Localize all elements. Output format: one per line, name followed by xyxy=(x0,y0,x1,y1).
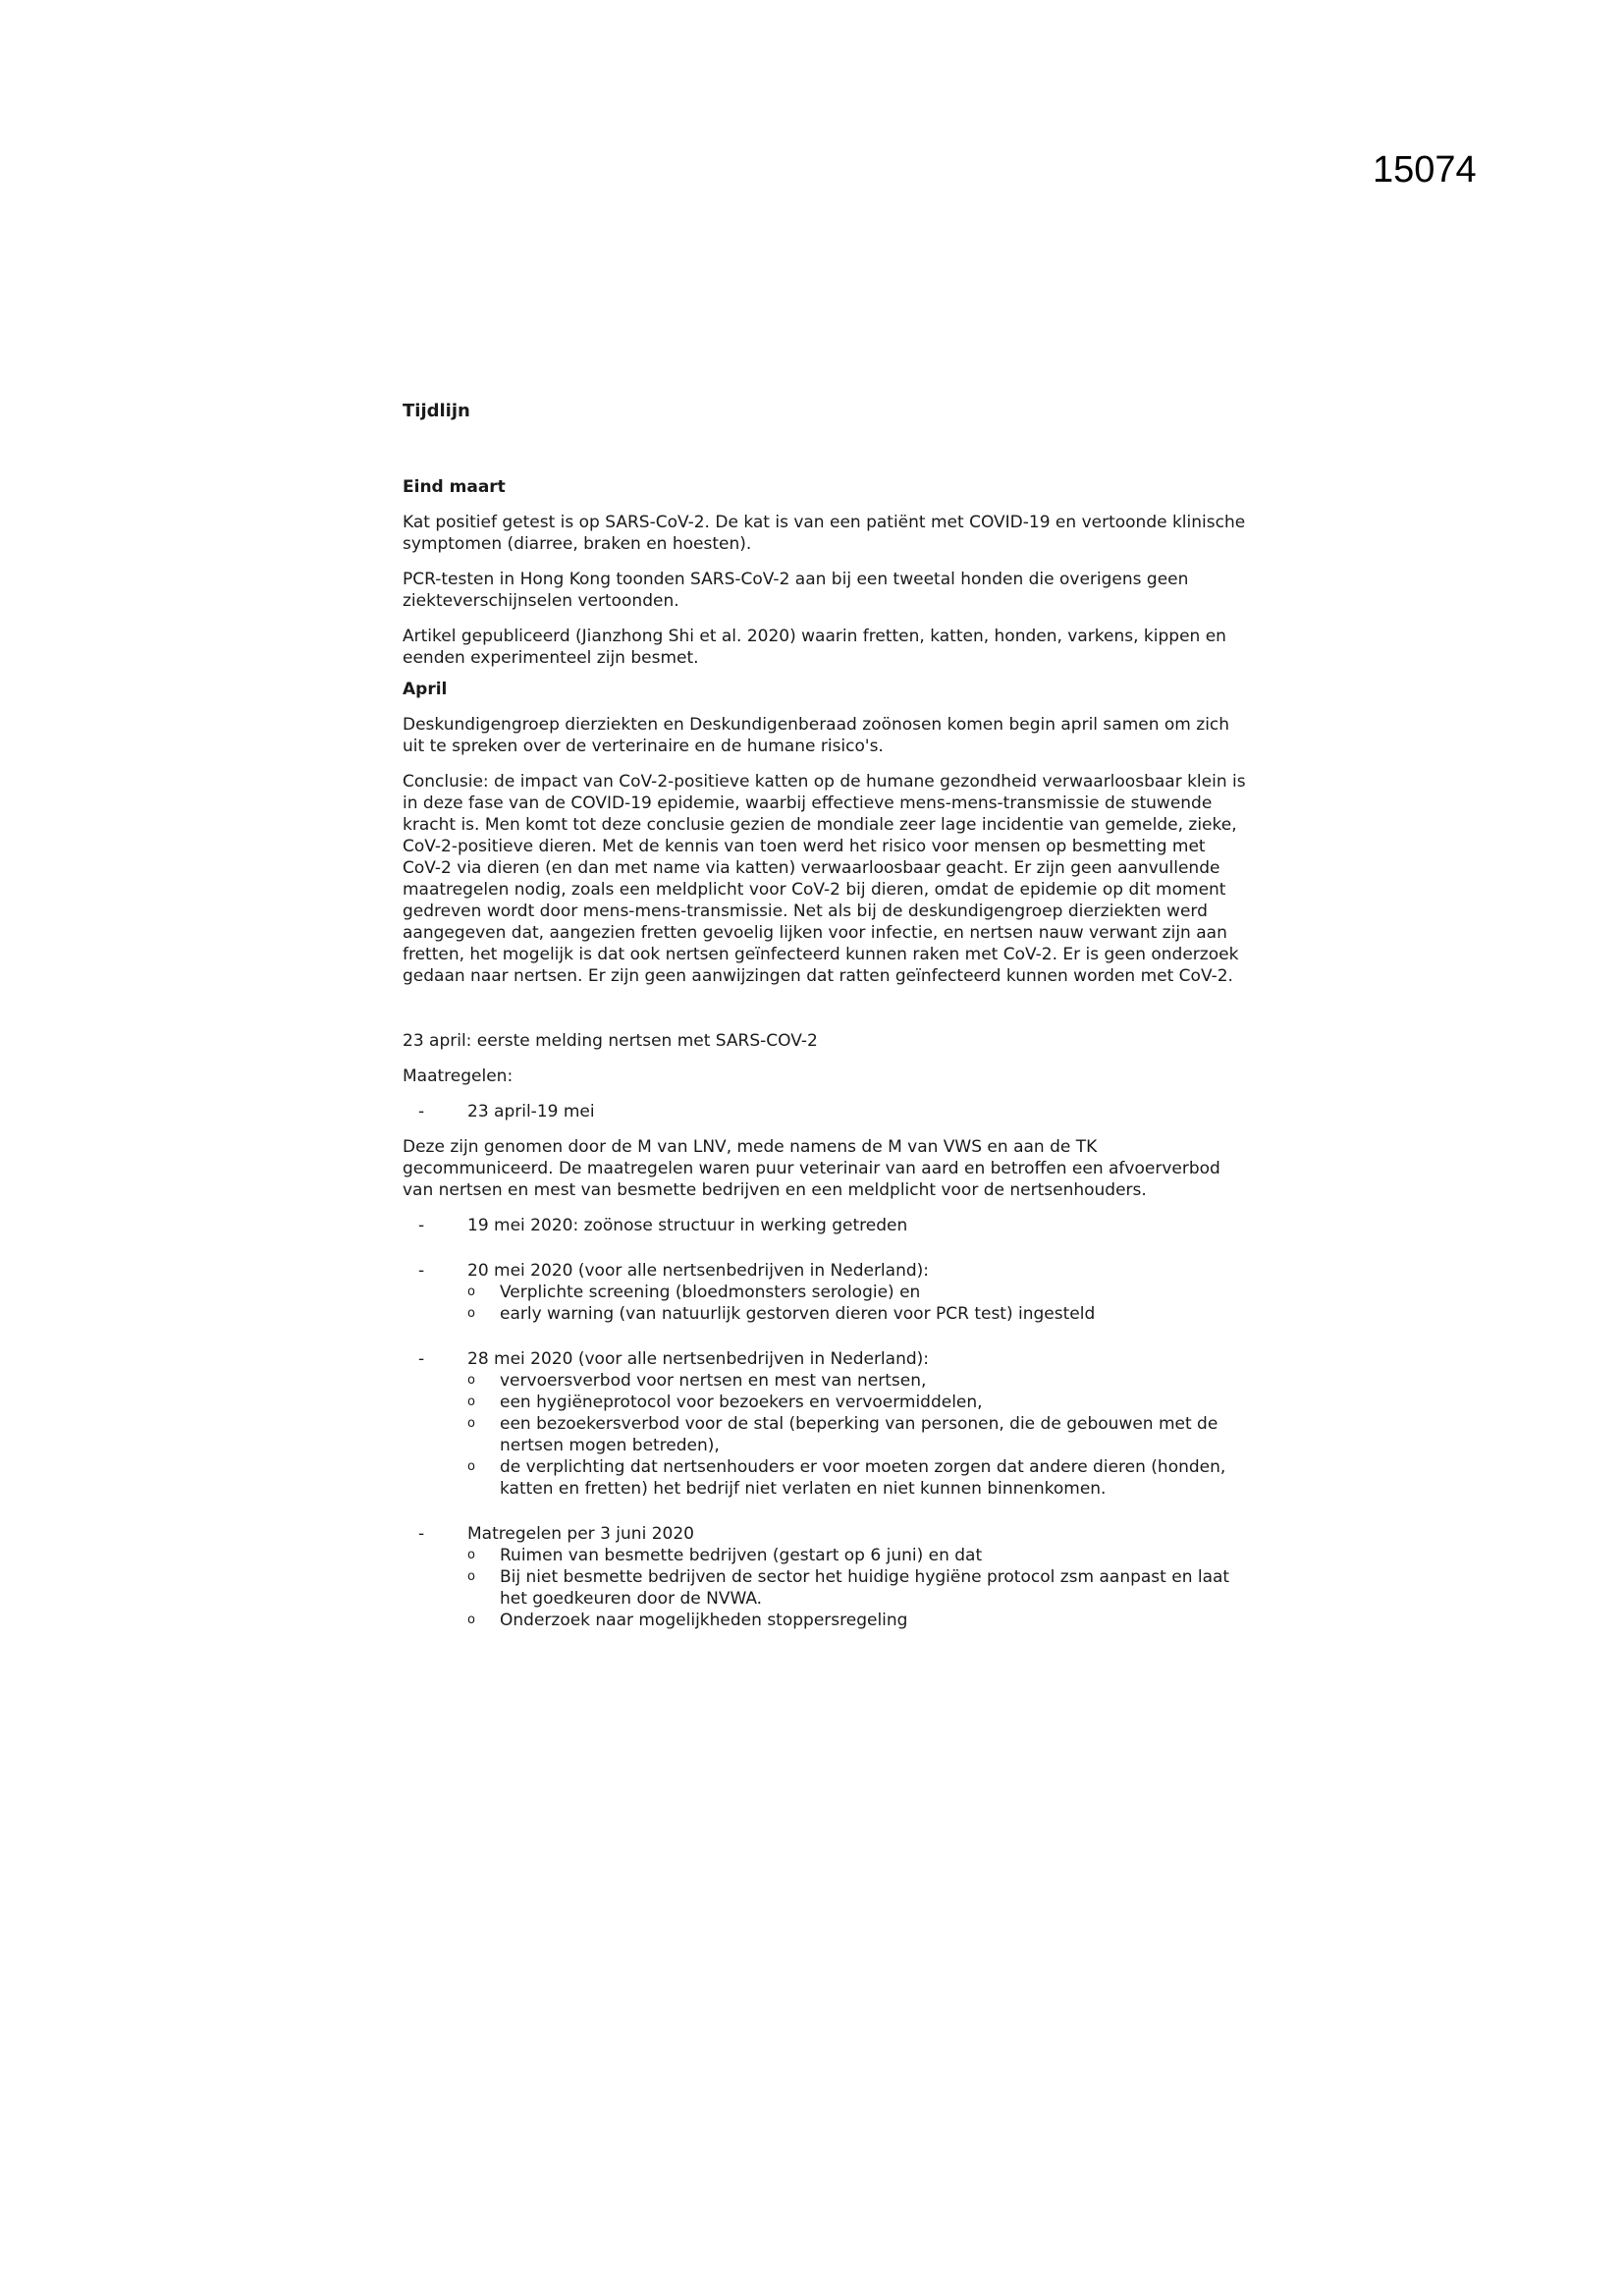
sub-list-item xyxy=(467,1413,1247,1456)
list-item-text: Matregelen per 3 juni 2020 xyxy=(467,1524,694,1544)
sub-list-item-text: vervoersverbod voor nertsen en mest van nertsen, xyxy=(500,1371,927,1391)
section-heading-april: April xyxy=(403,680,448,699)
circle-bullet-icon: o xyxy=(467,1285,475,1299)
sub-list-item xyxy=(467,1282,1247,1303)
paragraph: Kat positief getest is op SARS-CoV-2. De kat is van een patiënt met COVID-19 en vertoonde klinische symptomen (diarree, braken en hoesten). xyxy=(403,513,1246,554)
list-item xyxy=(403,1101,1247,1122)
circle-bullet-icon: o xyxy=(467,1613,475,1627)
sub-list-item xyxy=(467,1456,1247,1500)
document-title: Tijdlijn xyxy=(403,401,470,421)
dash-bullet-icon: - xyxy=(418,1216,425,1235)
dash-bullet-icon: - xyxy=(418,1102,425,1121)
list-item-text: 28 mei 2020 (voor alle nertsenbedrijven in Nederland): xyxy=(467,1349,929,1369)
circle-bullet-icon: o xyxy=(467,1569,475,1584)
sub-list-item xyxy=(467,1610,1247,1631)
maatregelen-label: Maatregelen: xyxy=(403,1066,514,1086)
list-item xyxy=(403,1215,1247,1236)
sub-list-item-text: een hygiëneprotocol voor bezoekers en vervoermiddelen, xyxy=(500,1393,983,1412)
document-body xyxy=(403,401,1247,1645)
circle-bullet-icon: o xyxy=(467,1459,475,1474)
sub-list-item-text: Ruimen van besmette bedrijven (gestart op 6 juni) en dat xyxy=(500,1546,983,1565)
sub-list-item xyxy=(467,1392,1247,1413)
list-item xyxy=(403,1523,1247,1631)
section-heading-eind-maart: Eind maart xyxy=(403,477,506,497)
sub-list-item-text: de verplichting dat nertsenhouders er voor moeten zorgen dat andere dieren (honden, katten en fretten) het bedrijf niet verlaten en niet kunnen binnenkomen. xyxy=(500,1457,1226,1499)
circle-bullet-icon: o xyxy=(467,1373,475,1388)
paragraph: Artikel gepubliceerd (Jianzhong Shi et al. 2020) waarin fretten, katten, honden, varkens, kippen en eenden experimenteel zijn besmet. xyxy=(403,627,1226,668)
list-item-text: 19 mei 2020: zoönose structuur in werking getreden xyxy=(467,1216,908,1235)
list-item xyxy=(403,1260,1247,1325)
paragraph: Deskundigengroep dierziekten en Deskundigenberaad zoönosen komen begin april samen om zich uit te spreken over de verterinaire en de humane risico's. xyxy=(403,715,1230,756)
dash-bullet-icon: - xyxy=(418,1349,425,1369)
sub-list xyxy=(467,1545,1247,1631)
paragraph: PCR-testen in Hong Kong toonden SARS-CoV-2 aan bij een tweetal honden die overigens geen ziekteverschijnselen vertoonden. xyxy=(403,570,1189,611)
first-measure-list xyxy=(403,1101,1247,1122)
sub-list-item-text: Onderzoek naar mogelijkheden stoppersregeling xyxy=(500,1611,908,1630)
sub-list-item xyxy=(467,1303,1247,1325)
sub-list xyxy=(467,1282,1247,1325)
sub-list-item xyxy=(467,1370,1247,1392)
list-item xyxy=(403,1348,1247,1500)
page-number: 15074 xyxy=(1373,149,1477,191)
circle-bullet-icon: o xyxy=(467,1394,475,1409)
paragraph: Deze zijn genomen door de M van LNV, mede namens de M van VWS en aan de TK gecommuniceerd. De maatregelen waren puur veterinair van aard en betroffen een afvoerverbod van nertsen en mest van besmette bedrijven en een meldplicht voor de nertsenhouders. xyxy=(403,1137,1220,1200)
sub-list-item-text: Bij niet besmette bedrijven de sector het huidige hygiëne protocol zsm aanpast en laat het goedkeuren door de NVWA. xyxy=(500,1567,1230,1609)
circle-bullet-icon: o xyxy=(467,1416,475,1431)
list-item-text: 20 mei 2020 (voor alle nertsenbedrijven in Nederland): xyxy=(467,1261,929,1281)
circle-bullet-icon: o xyxy=(467,1306,475,1321)
sub-list-item-text: Verplichte screening (bloedmonsters serologie) en xyxy=(500,1283,921,1302)
dash-bullet-icon: - xyxy=(418,1261,425,1281)
dash-bullet-icon: - xyxy=(418,1524,425,1544)
sub-list-item-text: early warning (van natuurlijk gestorven dieren voor PCR test) ingesteld xyxy=(500,1304,1096,1324)
sub-list-item xyxy=(467,1545,1247,1566)
measures-list xyxy=(403,1215,1247,1631)
paragraph: Conclusie: de impact van CoV-2-positieve katten op de humane gezondheid verwaarloosbaar klein is in deze fase van de COVID-19 epidemie, waarbij effectieve mens-mens-transmissie de stuwende kracht is. Men komt tot deze conclusie gezien de mondiale zeer lage incidentie van gemelde, zieke, CoV-2-positieve dieren. Met de kennis van toen werd het risico voor mensen op besmetting met CoV-2 via dieren (en dan met name via katten) verwaarloosbaar geacht. Er zijn geen aanvullende maatregelen nodig, zoals een meldplicht voor CoV-2 bij dieren, omdat de epidemie op dit moment gedreven wordt door mens-mens-transmissie. Net als bij de deskundigengroep dierziekten werd aangegeven dat, aangezien fretten gevoelig lijken voor infectie, en nertsen nauw verwant zijn aan fretten, het mogelijk is dat ook nertsen geïnfecteerd kunnen raken met CoV-2. Er is geen onderzoek gedaan naar nertsen. Er zijn geen aanwijzingen dat ratten geïnfecteerd kunnen worden met CoV-2. xyxy=(403,772,1246,986)
sub-list xyxy=(467,1370,1247,1500)
circle-bullet-icon: o xyxy=(467,1548,475,1562)
sub-list-item xyxy=(467,1566,1247,1610)
paragraph-april-23: 23 april: eerste melding nertsen met SARS-COV-2 xyxy=(403,1031,818,1051)
sub-list-item-text: een bezoekersverbod voor de stal (beperking van personen, die de gebouwen met de nertsen mogen betreden), xyxy=(500,1414,1218,1455)
list-item-text: 23 april-19 mei xyxy=(467,1102,595,1121)
